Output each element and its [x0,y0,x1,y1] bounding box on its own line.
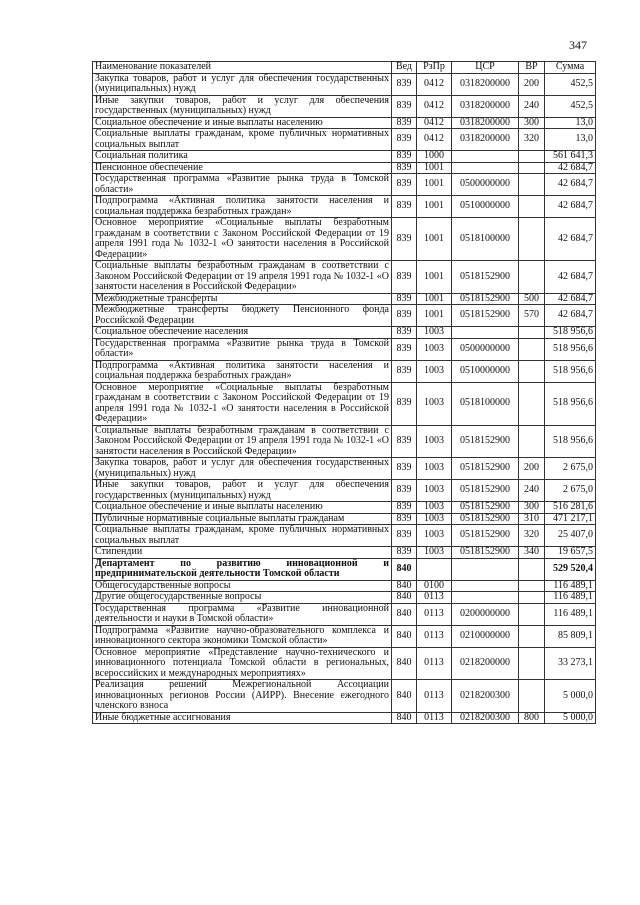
cell-rzpr: 0113 [417,625,452,647]
cell-name: Социальные выплаты безработным гражданам в соответствии с Законом Российской Федерации от 19 апреля 1991 года № 1032-1 «О занятости населения в Российской Федерации» [93,261,392,294]
cell-name: Социальное обеспечение и иные выплаты населению [93,502,392,514]
cell-csr [452,592,519,604]
table-row [93,712,596,724]
cell-ved: 840 [392,592,417,604]
cell-vr: 200 [519,458,545,480]
table-row [93,458,596,480]
cell-csr: 0518152900 [452,547,519,559]
header-ved: Вед [392,62,417,74]
cell-ved: 840 [392,580,417,592]
table-row [93,129,596,151]
cell-vr [519,261,545,294]
cell-ved: 839 [392,196,417,218]
cell-csr: 0510000000 [452,360,519,382]
cell-sum: 42 684,7 [545,174,596,196]
cell-csr: 0218200000 [452,647,519,680]
cell-name: Общегосударственные вопросы [93,580,392,592]
cell-rzpr: 0412 [417,117,452,129]
cell-name: Социальные выплаты гражданам, кроме публичных нормативных социальных выплат [93,129,392,151]
cell-ved: 839 [392,151,417,163]
cell-vr [519,558,545,580]
table-row [93,480,596,502]
cell-csr: 0218200300 [452,712,519,724]
cell-ved: 839 [392,174,417,196]
cell-csr: 0210000000 [452,625,519,647]
cell-vr [519,580,545,592]
table-row [93,647,596,680]
cell-name: Межбюджетные трансферты [93,293,392,305]
cell-sum: 561 641,3 [545,151,596,163]
cell-name: Закупка товаров, работ и услуг для обеспечения государственных (муниципальных) нужд [93,73,392,95]
cell-ved: 839 [392,480,417,502]
table-row [93,261,596,294]
cell-sum: 13,0 [545,129,596,151]
cell-sum: 452,5 [545,95,596,117]
cell-ved: 840 [392,558,417,580]
cell-rzpr: 0113 [417,712,452,724]
cell-ved: 840 [392,647,417,680]
cell-vr: 800 [519,712,545,724]
cell-rzpr: 1001 [417,305,452,327]
header-name: Наименование показателей [93,62,392,74]
cell-vr: 240 [519,95,545,117]
cell-csr: 0318200000 [452,129,519,151]
cell-name: Социальная политика [93,151,392,163]
cell-rzpr: 1000 [417,151,452,163]
cell-sum: 2 675,0 [545,458,596,480]
cell-name: Публичные нормативные социальные выплаты гражданам [93,513,392,525]
cell-vr [519,382,545,425]
cell-csr: 0518152900 [452,502,519,514]
table-row [93,360,596,382]
cell-rzpr: 1001 [417,174,452,196]
cell-vr [519,174,545,196]
cell-rzpr: 1001 [417,293,452,305]
table-row [93,162,596,174]
table-row [93,502,596,514]
cell-rzpr: 1003 [417,338,452,360]
cell-vr: 300 [519,502,545,514]
cell-ved: 839 [392,360,417,382]
cell-csr: 0200000000 [452,603,519,625]
cell-rzpr: 0100 [417,580,452,592]
cell-csr: 0318200000 [452,95,519,117]
cell-rzpr: 1003 [417,513,452,525]
cell-name: Основное мероприятие «Социальные выплаты безработным гражданам в соответствии с Законом Российской Федерации от 19 апреля 1991 года № 1032-1 «О занятости населения в Российской Федерации» [93,218,392,261]
cell-vr [519,647,545,680]
cell-vr: 200 [519,73,545,95]
table-row [93,580,596,592]
cell-vr [519,625,545,647]
cell-ved: 839 [392,73,417,95]
cell-name: Государственная программа «Развитие инновационной деятельности и науки в Томской области» [93,603,392,625]
cell-sum: 25 407,0 [545,525,596,547]
cell-ved: 839 [392,293,417,305]
table-header-row [93,62,596,74]
cell-sum: 42 684,7 [545,305,596,327]
cell-ved: 839 [392,502,417,514]
header-rzpr: РзПр [417,62,452,74]
table-row [93,73,596,95]
cell-sum: 116 489,1 [545,580,596,592]
cell-ved: 839 [392,458,417,480]
cell-rzpr: 1001 [417,196,452,218]
cell-name: Пенсионное обеспечение [93,162,392,174]
cell-sum: 5 000,0 [545,712,596,724]
cell-sum: 42 684,7 [545,293,596,305]
cell-sum: 42 684,7 [545,261,596,294]
cell-rzpr: 0113 [417,680,452,713]
cell-sum: 518 956,6 [545,382,596,425]
table-row [93,117,596,129]
cell-ved: 839 [392,513,417,525]
cell-csr: 0518152900 [452,513,519,525]
cell-ved: 840 [392,680,417,713]
cell-ved: 839 [392,95,417,117]
cell-ved: 840 [392,603,417,625]
cell-rzpr: 0113 [417,647,452,680]
cell-vr: 500 [519,293,545,305]
header-csr: ЦСР [452,62,519,74]
cell-rzpr: 1003 [417,327,452,339]
cell-name: Социальные выплаты гражданам, кроме публичных нормативных социальных выплат [93,525,392,547]
cell-csr: 0518152900 [452,261,519,294]
cell-ved: 840 [392,625,417,647]
cell-csr: 0518152900 [452,305,519,327]
cell-ved: 839 [392,261,417,294]
cell-name: Реализация решений Межрегиональной Ассоциации инновационных регионов России (АИРР). Внесение ежегодного членского взноса [93,680,392,713]
cell-ved: 839 [392,382,417,425]
cell-vr [519,218,545,261]
cell-name: Департамент по развитию инновационной и предпринимательской деятельности Томской области [93,558,392,580]
cell-sum: 33 273,1 [545,647,596,680]
cell-csr [452,151,519,163]
cell-vr [519,603,545,625]
cell-vr [519,680,545,713]
cell-rzpr: 1001 [417,162,452,174]
table-row [93,680,596,713]
cell-rzpr: 1003 [417,425,452,458]
cell-sum: 13,0 [545,117,596,129]
cell-vr: 320 [519,525,545,547]
cell-rzpr: 1001 [417,261,452,294]
cell-vr [519,425,545,458]
cell-csr [452,580,519,592]
cell-rzpr: 0412 [417,129,452,151]
cell-rzpr [417,558,452,580]
cell-rzpr: 0113 [417,592,452,604]
cell-sum: 518 956,6 [545,338,596,360]
table-row [93,425,596,458]
cell-rzpr: 1003 [417,525,452,547]
cell-vr: 310 [519,513,545,525]
cell-name: Государственная программа «Развитие рынка труда в Томской области» [93,338,392,360]
cell-name: Подпрограмма «Активная политика занятости населения и социальная поддержка безработных граждан» [93,360,392,382]
cell-rzpr: 1003 [417,547,452,559]
cell-csr [452,558,519,580]
cell-name: Межбюджетные трансферты бюджету Пенсионного фонда Российской Федерации [93,305,392,327]
table-row [93,293,596,305]
table-row [93,218,596,261]
cell-rzpr: 0412 [417,73,452,95]
cell-csr: 0518152900 [452,293,519,305]
cell-name: Иные закупки товаров, работ и услуг для обеспечения государственных (муниципальных) нужд [93,480,392,502]
cell-ved: 839 [392,117,417,129]
cell-csr: 0318200000 [452,73,519,95]
cell-rzpr: 1003 [417,458,452,480]
cell-ved: 839 [392,425,417,458]
cell-sum: 42 684,7 [545,162,596,174]
cell-sum: 518 956,6 [545,425,596,458]
cell-name: Социальное обеспечение и иные выплаты населению [93,117,392,129]
cell-vr [519,592,545,604]
table-row [93,382,596,425]
cell-csr: 0500000000 [452,338,519,360]
table-row [93,625,596,647]
cell-name: Подпрограмма «Активная политика занятости населения и социальная поддержка безработных граждан» [93,196,392,218]
cell-vr [519,327,545,339]
cell-name: Стипендии [93,547,392,559]
table-row [93,603,596,625]
cell-csr: 0518152900 [452,425,519,458]
cell-sum: 452,5 [545,73,596,95]
cell-ved: 839 [392,338,417,360]
cell-csr: 0218200300 [452,680,519,713]
cell-rzpr: 1003 [417,502,452,514]
table-row [93,558,596,580]
cell-csr: 0518100000 [452,382,519,425]
table-row [93,95,596,117]
budget-table [92,61,596,724]
table-row [93,592,596,604]
cell-sum: 116 489,1 [545,603,596,625]
cell-rzpr: 1003 [417,360,452,382]
cell-ved: 839 [392,129,417,151]
cell-name: Закупка товаров, работ и услуг для обеспечения государственных (муниципальных) нужд [93,458,392,480]
page-number: 347 [569,38,587,52]
cell-csr: 0518152900 [452,525,519,547]
cell-vr [519,162,545,174]
cell-csr: 0500000000 [452,174,519,196]
cell-vr [519,151,545,163]
cell-rzpr: 1003 [417,480,452,502]
cell-sum: 42 684,7 [545,218,596,261]
cell-sum: 518 956,6 [545,327,596,339]
cell-sum: 5 000,0 [545,680,596,713]
table-row [93,327,596,339]
cell-vr [519,338,545,360]
cell-vr: 240 [519,480,545,502]
table-row [93,151,596,163]
cell-rzpr: 1003 [417,382,452,425]
cell-csr: 0518152900 [452,480,519,502]
cell-sum: 116 489,1 [545,592,596,604]
cell-name: Другие общегосударственные вопросы [93,592,392,604]
cell-sum: 516 281,6 [545,502,596,514]
header-sum: Сумма [545,62,596,74]
cell-name: Социальные выплаты безработным гражданам в соответствии с Законом Российской Федерации от 19 апреля 1991 года № 1032-1 «О занятости населения в Российской Федерации» [93,425,392,458]
cell-vr [519,196,545,218]
table-row [93,525,596,547]
table-row [93,547,596,559]
cell-rzpr: 0113 [417,603,452,625]
cell-vr: 320 [519,129,545,151]
cell-csr: 0510000000 [452,196,519,218]
cell-ved: 839 [392,525,417,547]
cell-name: Социальное обеспечение населения [93,327,392,339]
cell-sum: 529 520,4 [545,558,596,580]
cell-name: Иные закупки товаров, работ и услуг для обеспечения государственных (муниципальных) нужд [93,95,392,117]
cell-sum: 85 809,1 [545,625,596,647]
cell-vr: 300 [519,117,545,129]
cell-sum: 518 956,6 [545,360,596,382]
cell-ved: 839 [392,218,417,261]
cell-sum: 42 684,7 [545,196,596,218]
cell-sum: 19 657,5 [545,547,596,559]
cell-ved: 839 [392,162,417,174]
cell-csr [452,327,519,339]
header-vr: ВР [519,62,545,74]
cell-ved: 839 [392,305,417,327]
cell-vr: 340 [519,547,545,559]
cell-csr: 0318200000 [452,117,519,129]
table-row [93,513,596,525]
cell-name: Основное мероприятие «Представление научно-технического и инновационного потенциала Томской области в региональных, всероссийских и международных мероприятиях» [93,647,392,680]
cell-csr [452,162,519,174]
table-row [93,196,596,218]
cell-rzpr: 1001 [417,218,452,261]
cell-name: Иные бюджетные ассигнования [93,712,392,724]
cell-sum: 471 217,1 [545,513,596,525]
cell-csr: 0518100000 [452,218,519,261]
cell-rzpr: 0412 [417,95,452,117]
cell-vr [519,360,545,382]
cell-name: Подпрограмма «Развитие научно-образовательного комплекса и инновационного сектора экономики Томской области» [93,625,392,647]
table-row [93,174,596,196]
cell-ved: 840 [392,712,417,724]
cell-name: Государственная программа «Развитие рынка труда в Томской области» [93,174,392,196]
cell-name: Основное мероприятие «Социальные выплаты безработным гражданам в соответствии с Законом Российской Федерации от 19 апреля 1991 года № 1032-1 «О занятости населения в Российской Федерации» [93,382,392,425]
cell-vr: 570 [519,305,545,327]
table-row [93,338,596,360]
cell-ved: 839 [392,547,417,559]
cell-csr: 0518152900 [452,458,519,480]
cell-ved: 839 [392,327,417,339]
table-row [93,305,596,327]
cell-sum: 2 675,0 [545,480,596,502]
